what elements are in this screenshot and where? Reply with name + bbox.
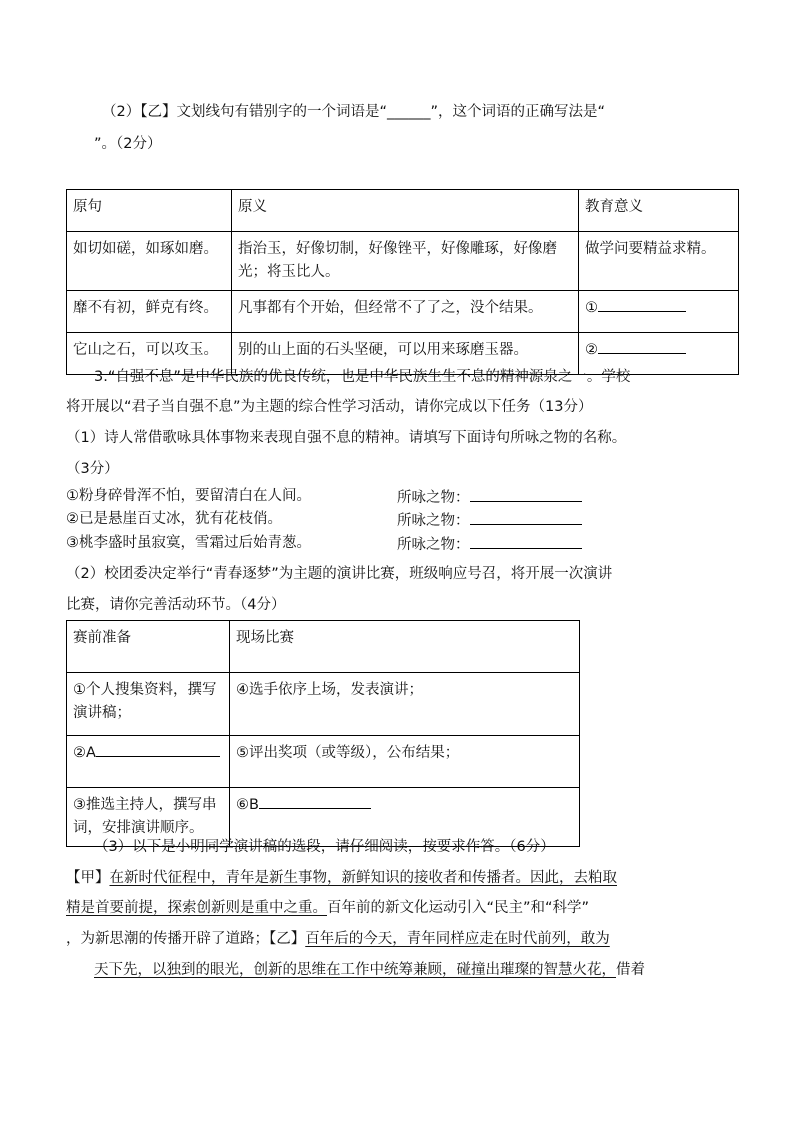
poem-line-3: ③桃李盛时虽寂寞，雪霜过后始青葱。 [66, 535, 311, 551]
idiom-table [66, 189, 739, 375]
q3-sub1-line1: （1）诗人常借歌咏具体事物来表现自强不息的精神。请填写下面诗句所咏之物的名称。 [66, 430, 627, 446]
blank-label-b: ⑥B [236, 797, 259, 813]
poem-label-2: 所咏之物： [397, 510, 582, 531]
table1-cell: 凡事都有个开始，但经常不了了之，没个结果。 [232, 291, 579, 333]
table2-cell: ①个人搜集资料，撰写演讲稿； [67, 673, 230, 736]
answer-label-1: ① [585, 300, 598, 317]
poem-answer-blank-1[interactable] [470, 487, 582, 502]
speech-contest-table [66, 620, 580, 847]
table2-cell: ⑤评出奖项（或等级），公布结果； [230, 736, 580, 788]
answer-label-2: ② [585, 342, 598, 359]
table2-cell-a [67, 736, 230, 788]
q2-prompt-line2: ”。（2分） [94, 136, 162, 152]
passage-text: ，为新思潮的传播开辟了道路； [66, 931, 269, 947]
passage-line-4 [94, 961, 645, 980]
blank-label-a: ②A [73, 745, 96, 761]
table1-header-meaning: 原义 [232, 190, 579, 232]
q3-sub2-line2: 比赛，请你完善活动环节。（4分） [66, 597, 286, 613]
q3-intro-line2: 将开展以“君子当自强不息”为主题的综合性学习活动，请你完成以下任务（13分） [66, 399, 593, 415]
table1-answer-cell-1 [579, 291, 739, 333]
passage-text: 借着 [616, 962, 645, 978]
passage-line-2 [66, 899, 589, 918]
answer-blank-2[interactable] [598, 339, 686, 354]
table1-header-lesson: 教育意义 [579, 190, 739, 232]
passage-tag-jia: 【甲】 [66, 870, 110, 886]
table2-header-prep: 赛前准备 [67, 621, 230, 673]
q2-prompt-line1: （2）【乙】文划线句有错别字的一个词语是“______”，这个词语的正确写法是“ [102, 104, 606, 120]
passage-line-3 [66, 930, 610, 949]
q3-sub3-title: （3）以下是小明同学演讲稿的选段，请仔细阅读，按要求作答。（6分） [94, 839, 555, 855]
table1-cell: 别的山上面的石头坚硬，可以用来琢磨玉器。 [232, 333, 579, 375]
answer-blank-a[interactable] [96, 742, 220, 757]
table1-cell: 靡不有初，鲜克有终。 [67, 291, 232, 333]
table1-cell: 它山之石，可以攻玉。 [67, 333, 232, 375]
poem-line-2: ②已是悬崖百丈冰，犹有花枝俏。 [66, 511, 282, 527]
q3-sub1-line2: （3分） [66, 461, 119, 477]
poem-answer-blank-2[interactable] [470, 510, 582, 525]
answer-blank-b[interactable] [259, 794, 371, 809]
passage-underlined: 精是首要前提，探索创新则是重中之重。 [66, 900, 327, 916]
answer-blank-1[interactable] [598, 297, 686, 312]
table1-cell: 如切如磋，如琢如磨。 [67, 232, 232, 291]
table2-cell: ③推选主持人，撰写串词，安排演讲顺序。 [67, 788, 230, 847]
poem-label-3: 所咏之物： [397, 534, 582, 555]
table2-cell: ④选手依序上场，发表演讲； [230, 673, 580, 736]
passage-text: 百年前的新文化运动引入“民主”和“科学” [327, 900, 590, 916]
table1-cell: 指治玉，好像切制，好像锉平，好像雕琢，好像磨光；将玉比人。 [232, 232, 579, 291]
table1-cell: 做学问要精益求精。 [579, 232, 739, 291]
poem-line-1: ①粉身碎骨浑不怕，要留清白在人间。 [66, 488, 311, 504]
q3-intro-line1: 3.“自强不息”是中华民族的优良传统，也是中华民族生生不息的精神源泉之一。学校 [94, 369, 631, 385]
passage-tag-yi: 【乙】 [269, 931, 306, 947]
table2-header-live: 现场比赛 [230, 621, 580, 673]
passage-underlined: 天下先，以独到的眼光，创新的思维在工作中统筹兼顾，碰撞出璀璨的智慧火花， [94, 962, 616, 978]
poem-label-1: 所咏之物： [397, 487, 582, 508]
passage-underlined: 在新时代征程中，青年是新生事物，新鲜知识的接收者和传播者。因此，去粕取 [109, 870, 617, 886]
passage-line-1 [66, 869, 617, 888]
table1-header-original: 原句 [67, 190, 232, 232]
passage-underlined: 百年后的今天，青年同样应走在时代前列，敢为 [305, 931, 610, 947]
q3-sub2-line1: （2）校团委决定举行“青春逐梦”为主题的演讲比赛，班级响应号召，将开展一次演讲 [66, 566, 613, 582]
poem-answer-blank-3[interactable] [470, 534, 582, 549]
